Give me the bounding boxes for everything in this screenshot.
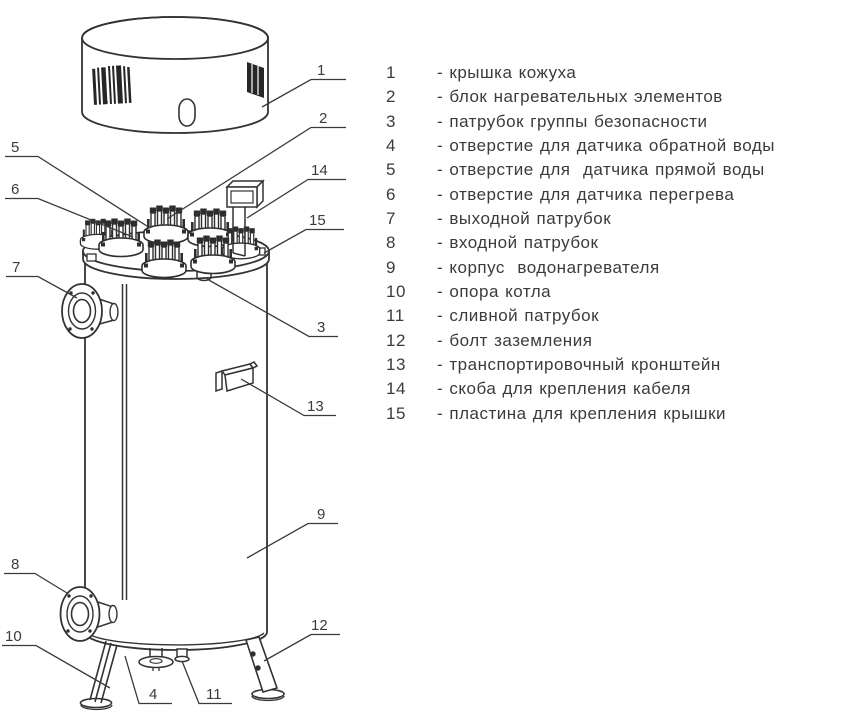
legend-item (386, 61, 775, 85)
leader-5 (5, 157, 150, 229)
legend-item (386, 158, 775, 182)
legend-item-number: 11 (386, 306, 405, 326)
legend-item (386, 183, 775, 207)
legend-item (386, 377, 775, 401)
leader-1 (262, 80, 346, 108)
legend-item-number: 10 (386, 282, 406, 302)
left-leg (81, 641, 118, 710)
callout-label-15: 15 (309, 212, 326, 229)
legend-item-text: - сливной патрубок (437, 306, 600, 326)
callout-label-6: 6 (11, 181, 20, 198)
legend-item (386, 329, 775, 353)
vent-grille-right (247, 62, 264, 98)
callout-label-12: 12 (311, 617, 328, 634)
legend-item (386, 280, 775, 304)
legend-item-number: 4 (386, 136, 396, 156)
legend-item-text: - опора котла (437, 282, 552, 302)
legend-item-text: - пластина для крепления крышки (437, 403, 727, 423)
legend-item-text: - скоба для крепления кабеля (437, 379, 691, 399)
legend-item-text: - отверстие для датчика обратной воды (437, 136, 775, 156)
legend-item-number: 3 (386, 111, 396, 131)
leader-10 (2, 646, 110, 689)
leader-8 (4, 574, 67, 594)
drain-stub (175, 649, 189, 662)
legend-item-number: 13 (386, 355, 406, 375)
legend-item-text: - крышка кожуха (437, 63, 577, 82)
legend-item (386, 353, 775, 377)
leader-12 (264, 635, 340, 662)
parts-legend (386, 61, 775, 426)
callout-label-13: 13 (307, 398, 324, 415)
legend-item (386, 231, 775, 255)
callout-label-7: 7 (12, 259, 21, 276)
legend-item-number: 8 (386, 233, 396, 253)
legend-item (386, 134, 775, 158)
legend-item-text: - отверстие для датчика прямой воды (437, 160, 765, 180)
legend-item-number: 15 (386, 403, 406, 423)
lid-slot (179, 99, 195, 126)
legend-item (386, 402, 775, 426)
legend-item-number: 1 (386, 63, 396, 82)
legend-item-text: - отверстие для датчика перегрева (437, 184, 735, 204)
legend-item (386, 85, 775, 109)
leader-15 (264, 230, 344, 254)
legend-item-text: - транспортировочный кронштейн (437, 355, 721, 375)
legend-item (386, 110, 775, 134)
callout-label-14: 14 (311, 162, 328, 179)
legend-item-text: - входной патрубок (437, 233, 599, 253)
callout-label-8: 8 (11, 556, 20, 573)
legend-item-number: 5 (386, 160, 396, 180)
legend-item-text: - корпус водонагревателя (437, 257, 660, 277)
callout-label-5: 5 (11, 139, 20, 156)
legend-item-number: 9 (386, 257, 396, 277)
legend-item-number: 2 (386, 87, 396, 107)
callout-label-3: 3 (317, 319, 326, 336)
return-sensor-hole (139, 648, 173, 671)
legend-item (386, 256, 775, 280)
legend-item-text: - патрубок группы безопасности (437, 111, 708, 131)
legend-item-text: - болт заземления (437, 330, 593, 350)
legend-item-number: 6 (386, 184, 396, 204)
legend-item (386, 304, 775, 328)
callout-label-2: 2 (319, 110, 328, 127)
legend-item-number: 12 (386, 330, 406, 350)
casing-lid (82, 17, 268, 133)
legend-item (386, 207, 775, 231)
callout-label-9: 9 (317, 506, 326, 523)
legend-item-number: 14 (386, 379, 406, 399)
callout-label-1: 1 (317, 62, 326, 79)
callout-label-10: 10 (5, 628, 22, 645)
legend-item-text: - блок нагревательных элементов (437, 87, 723, 107)
callout-label-11: 11 (206, 686, 222, 703)
legend-item-number: 7 (386, 209, 396, 229)
right-leg (246, 637, 284, 701)
callout-label-4: 4 (149, 686, 158, 703)
legend-item-text: - выходной патрубок (437, 209, 612, 229)
